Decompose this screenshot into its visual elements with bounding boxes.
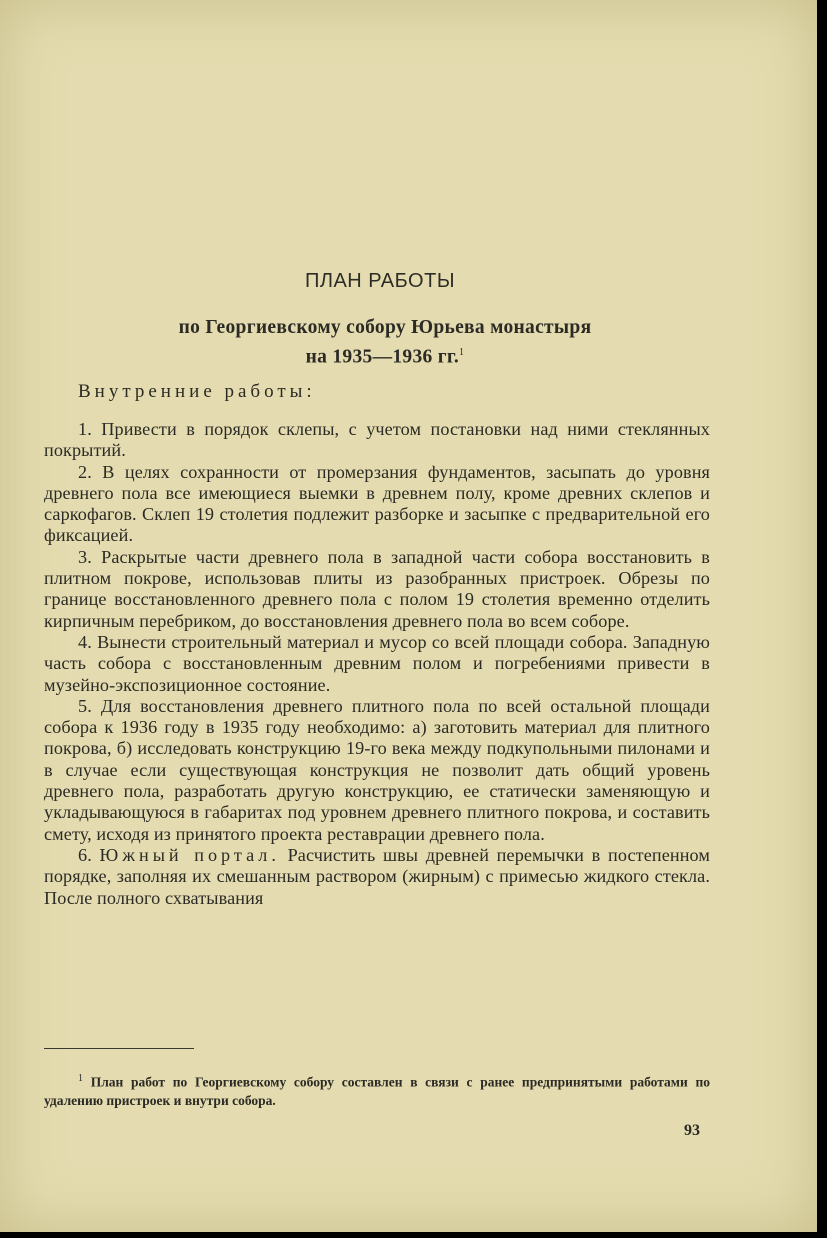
- subtitle-line-1: по Георгиевскому собору Юрьева монастыря: [178, 317, 592, 338]
- page-title: ПЛАН РАБОТЫ: [304, 270, 456, 292]
- paragraph-2: 2. В целях сохранности от промерзания фундаментов, засыпать до уровня древнего пола все имеющиеся выемки в древнем полу, кроме древних склепов и саркофагов. Склеп 19 столетия подлежит разборке и засыпке с предварительной его фиксацией.: [44, 461, 710, 546]
- body-text: [44, 419, 710, 909]
- paragraph-4: 4. Вынести строительный материал и мусор со всей площади собора. Западную часть собора с восстановленным древним полом и погребениями привести в музейно-экспозиционное состояние.: [44, 631, 710, 695]
- footnote: [44, 1070, 710, 1110]
- paragraph-6-number: 6.: [78, 844, 92, 865]
- paragraph-6-text: Расчистить швы древней перемычки в постепенном порядке, заполняя их смешанным раствором (жирным) с примесью жидкого стекла. После полного схватывания: [44, 844, 710, 908]
- paragraph-5: 5. Для восстановления древнего плитного пола по всей остальной площади собора к 1936 году в 1935 году необходимо: а) заготовить материал для плитного покрова, б) исследовать конструкцию 19-го века между подкупольными пилонами и в случае если существующая конструкция не позволит дать общий уровень древнего пола, разработать другую конструкцию, ее статически заменяющую и укладывающуюся в габаритах под уровнем древнего плитного покрова, и составить смету, исходя из принятого проекта реставрации древнего пола.: [44, 695, 710, 844]
- footnote-text: План работ по Георгиевскому собору составлен в связи с ранее предпринятыми работами по удалению пристроек и внутри собора.: [44, 1074, 711, 1108]
- subtitle-footnote-mark: 1: [459, 347, 465, 358]
- paragraph-1: 1. Привести в порядок склепы, с учетом постановки над ними стеклянных покрытий.: [44, 419, 710, 461]
- paragraph-3: 3. Раскрытые части древнего пола в западной части собора восстановить в плитном покрове, использовав плиты из разобранных пристроек. Обрезы по границе восстановленного древнего пола с полом 19 столетия временно отделить кирпичным перебриком, до восстановления древнего пола во всем соборе.: [44, 546, 710, 631]
- footnote-mark: 1: [78, 1073, 83, 1084]
- paragraph-6-label: Южный портал.: [99, 844, 280, 865]
- page-number: 93: [684, 1122, 700, 1139]
- page-subtitle: [92, 315, 678, 370]
- paragraph-6: [44, 845, 710, 909]
- subtitle-line-2: на 1935—1936 гг.: [305, 346, 460, 368]
- footnote-divider: [44, 1048, 194, 1049]
- section-heading: Внутренние работы:: [78, 381, 316, 402]
